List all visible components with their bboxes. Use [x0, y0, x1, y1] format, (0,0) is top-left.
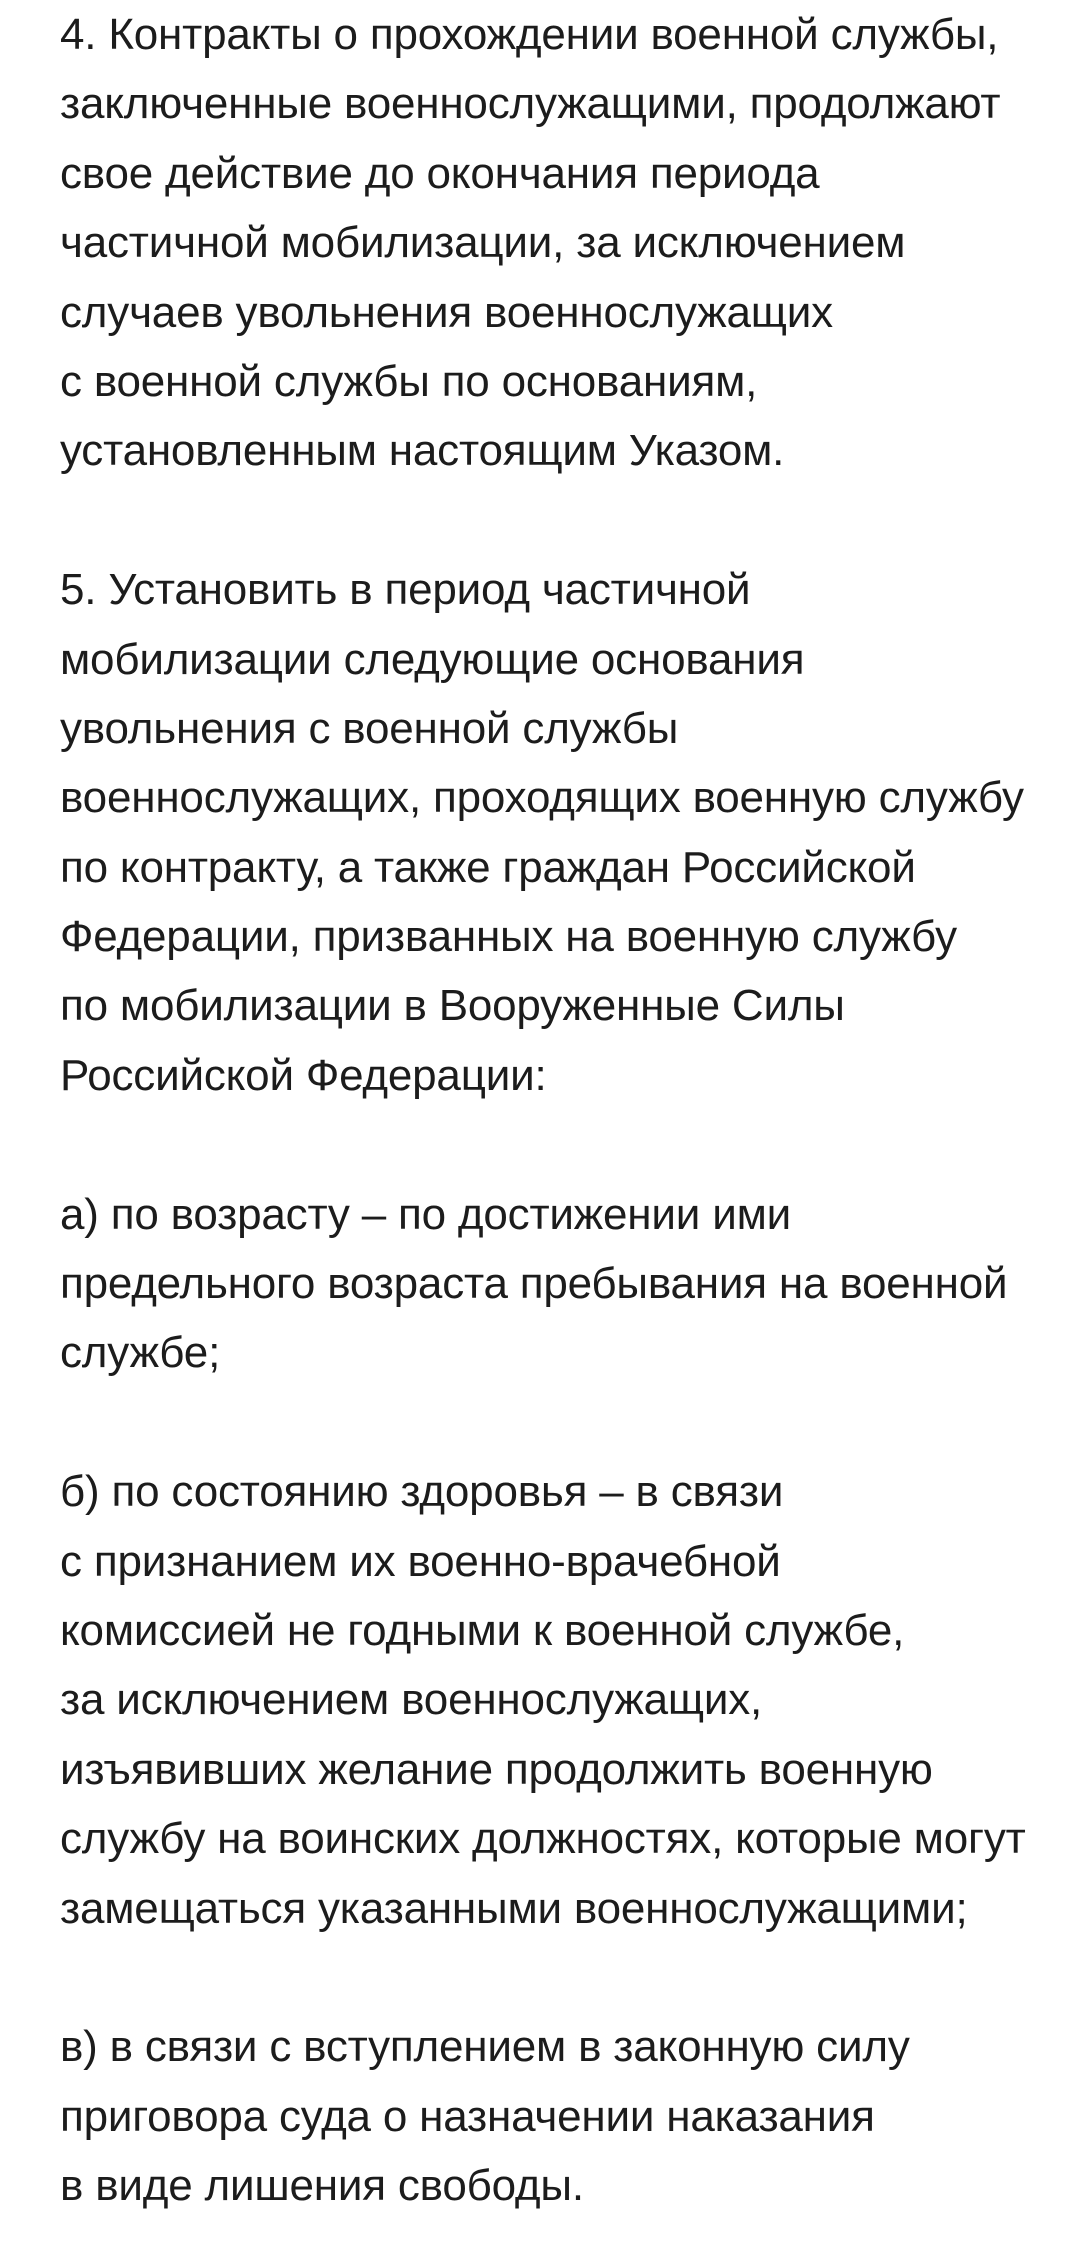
text-line: случаев увольнения военнослужащих	[60, 287, 833, 337]
paragraph-spacer	[60, 1388, 1050, 1457]
paragraph-4	[60, 0, 1050, 486]
text-line: увольнения с военной службы	[60, 703, 679, 753]
text-line: мобилизации следующие основания	[60, 634, 805, 684]
text-line: по мобилизации в Вооруженные Силы	[60, 981, 845, 1031]
text-line: а) по возрасту – по достижении ими	[60, 1189, 791, 1239]
text-line: 5. Установить в период частичной	[60, 565, 751, 615]
paragraph-5	[60, 555, 1050, 1110]
text-line: свое действие до окончания периода	[60, 148, 820, 198]
paragraph-a	[60, 1180, 1050, 1388]
text-line: службе;	[60, 1328, 221, 1378]
paragraph-v	[60, 2012, 1050, 2220]
paragraph-spacer	[60, 1110, 1050, 1179]
text-line: предельного возраста пребывания на военной	[60, 1259, 1008, 1309]
text-line: с признанием их военно-врачебной	[60, 1536, 781, 1586]
text-line: установленным настоящим Указом.	[60, 426, 785, 476]
text-line: замещаться указанными военнослужащими;	[60, 1883, 968, 1933]
text-line: в) в связи с вступлением в законную силу	[60, 2022, 910, 2072]
text-line: комиссией не годными к военной службе,	[60, 1605, 905, 1655]
paragraph-b	[60, 1457, 1050, 1943]
paragraph-spacer	[60, 486, 1050, 555]
text-line: частичной мобилизации, за исключением	[60, 218, 906, 268]
document-body	[60, 0, 1050, 2221]
text-line: военнослужащих, проходящих военную службу	[60, 773, 1024, 823]
text-line: службу на воинских должностях, которые могут	[60, 1814, 1026, 1864]
text-line: 4. Контракты о прохождении военной службы,	[60, 10, 999, 59]
text-line: приговора суда о назначении наказания	[60, 2091, 875, 2141]
text-line: Российской Федерации:	[60, 1050, 547, 1100]
text-line: в виде лишения свободы.	[60, 2161, 584, 2211]
text-line: заключенные военнослужащими, продолжают	[60, 79, 1001, 129]
text-line: изъявивших желание продолжить военную	[60, 1744, 933, 1794]
text-line: за исключением военнослужащих,	[60, 1675, 763, 1725]
text-line: б) по состоянию здоровья – в связи	[60, 1467, 784, 1517]
text-line: с военной службы по основаниям,	[60, 356, 758, 406]
text-line: Федерации, призванных на военную службу	[60, 912, 957, 962]
text-line: по контракту, а также граждан Российской	[60, 842, 916, 892]
paragraph-spacer	[60, 1943, 1050, 2012]
